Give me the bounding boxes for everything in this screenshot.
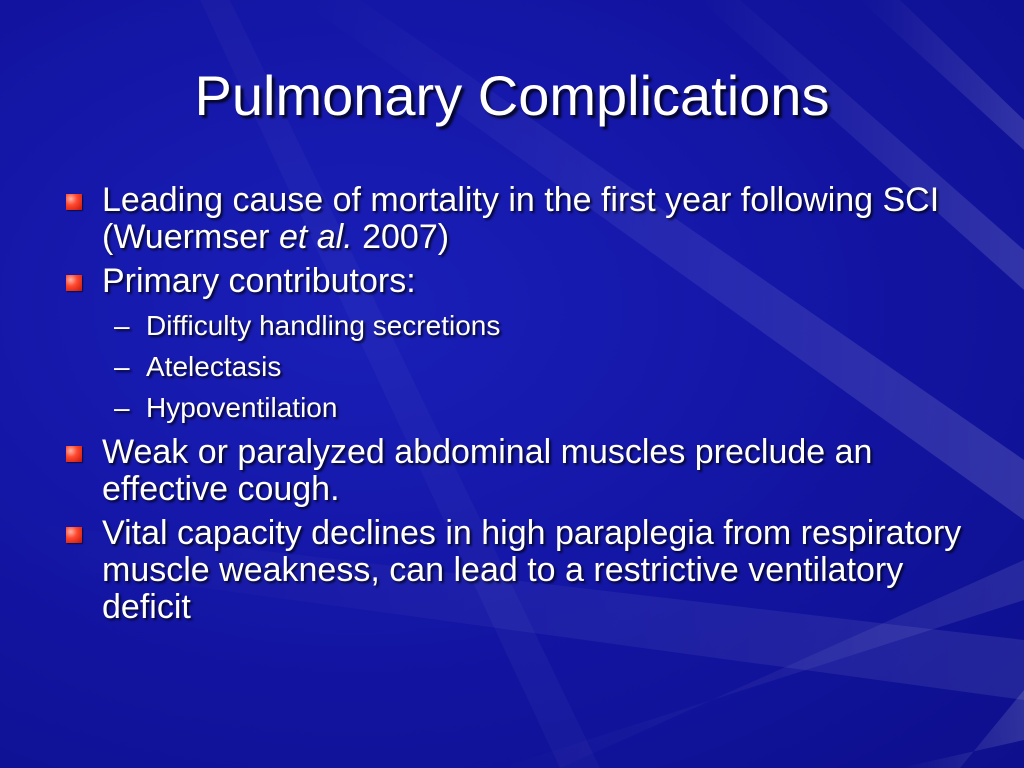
red-square-bullet-icon xyxy=(66,275,82,291)
sub-list xyxy=(62,308,982,426)
sub-text-3: Hypoventilation xyxy=(146,392,338,423)
dash-marker: – xyxy=(114,351,130,382)
bullet-text-4: Vital capacity declines in high paraplegia from respiratory muscle weakness, can lead to a restrictive ventilatory deficit xyxy=(102,514,962,626)
bullet-text-1-a: Leading cause of mortality in the first year following SCI (Wuermser xyxy=(102,181,940,256)
bullet-item-4 xyxy=(62,515,982,626)
sub-text-2: Atelectasis xyxy=(146,351,282,382)
slide-title: Pulmonary Complications xyxy=(194,64,830,127)
bullet-text-1-b: 2007) xyxy=(352,218,450,256)
bullet-item-3 xyxy=(62,434,982,508)
sub-item-1 xyxy=(62,308,982,344)
bullet-text-2: Primary contributors: xyxy=(102,262,416,300)
red-square-bullet-icon xyxy=(66,194,82,210)
bullet-item-2 xyxy=(62,263,982,300)
bullet-text-3: Weak or paralyzed abdominal muscles preclude an effective cough. xyxy=(102,433,873,508)
red-square-bullet-icon xyxy=(66,446,82,462)
dash-marker: – xyxy=(114,310,130,341)
sub-text-1: Difficulty handling secretions xyxy=(146,310,501,341)
red-square-bullet-icon xyxy=(66,527,82,543)
dash-marker: – xyxy=(114,392,130,423)
bullet-item-1 xyxy=(62,182,982,256)
sub-item-3 xyxy=(62,390,982,426)
bullet-list xyxy=(62,182,982,633)
bullet-text-1-italic: et al. xyxy=(278,218,353,256)
sub-item-2 xyxy=(62,349,982,385)
